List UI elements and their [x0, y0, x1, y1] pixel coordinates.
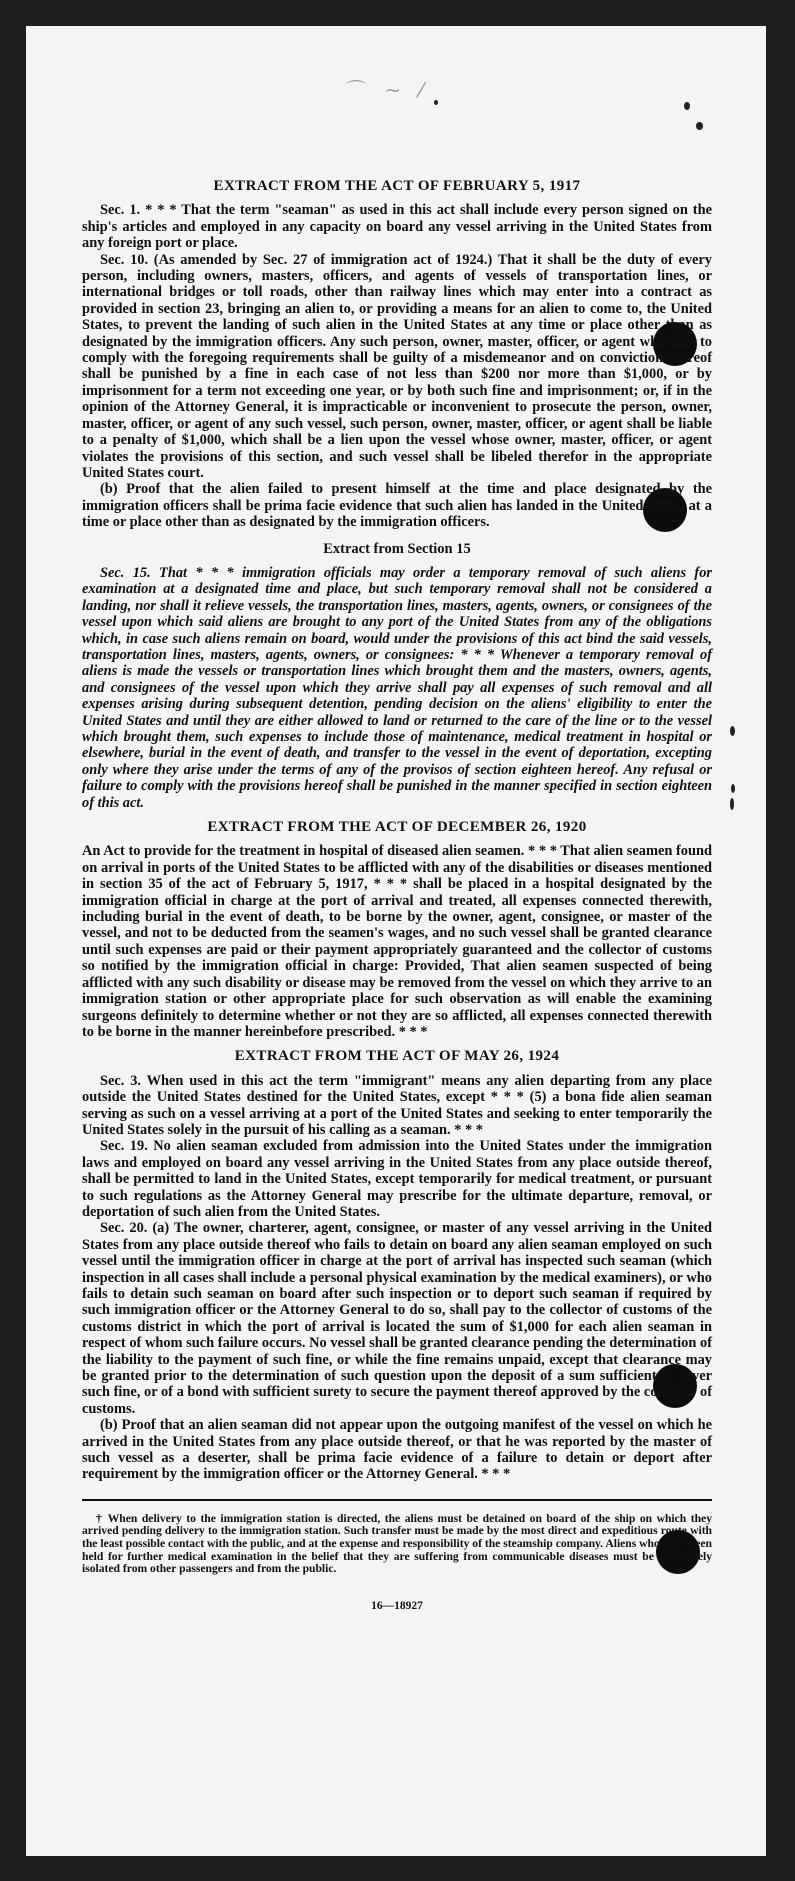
ink-speck — [434, 100, 438, 105]
page-number: 16—18927 — [371, 1599, 423, 1612]
paragraph-act-1920: An Act to provide for the treatment in hospital of diseased alien seamen. * * * That alien seamen found on arrival in ports of the United States to be afflicted with any of the disabilities or diseases mentioned in section 35 of the act of February 5, 1917, * * * shall be placed in a hospital designated by the immigration official in charge at the port of arrival and treated, all expenses connected therewith, including burial in the event of death, to be borne by the owner, agent, consignee, or master of the vessel, and not to be deducted from the seamen's wages, and no such vessel shall be granted clearance until such expenses are paid or their payment appropriately guaranteed and the collector of customs so notified by the immigration official in charge: Provided, That alien seamen suspected of being afflicted with any such disability or disease may be removed from the vessel on which they arrive to an immigration station or other appropriate place for such observation as will enable the examining surgeons definitely to determine whether or not they are so afflicted, all expenses connected therewith to be borne in the manner hereinbefore prescribed. * * * — [82, 843, 712, 1040]
paragraph-sec-20-a: Sec. 20. (a) The owner, charterer, agent, consignee, or master of any vessel arriving in the United States from any place outside thereof who fails to detain on board any alien seaman employed on such vessel until the immigration officer in charge at the port of arrival has inspected such seaman (which inspection in all cases shall include a personal physical examination by the medical examiners), or who fails to detain such seaman on board after such inspection or to deport such seaman if required by such immigration officer or the Attorney General to do so, shall pay to the collector of customs of the customs district in which the port of arrival is located the sum of $1,000 for each alien seaman in respect of whom such failure occurs. No vessel shall be granted clearance pending the determination of the liability to the payment of such fine, or while the fine remains unpaid, except that clearance may be granted prior to the determination of such question upon the deposit of a sum sufficient to cover such fine, or of a bond with sufficient surety to secure the payment thereof approved by the collector of customs. — [82, 1220, 712, 1417]
document-page — [26, 26, 766, 1856]
section-heading-1917: EXTRACT FROM THE ACT OF FEBRUARY 5, 1917 — [213, 178, 581, 194]
paragraph-sec-3: Sec. 3. When used in this act the term "immigrant" means any alien departing from any place outside the United States destined for the United States, except * * * (5) a bona fide alien seaman serving as such on a vessel arriving at a port of the United States and seeking to enter temporarily the United States solely in the pursuit of his calling as a seaman. * * * — [82, 1072, 712, 1138]
paragraph-sec-10-b: (b) Proof that the alien failed to present himself at the time and place designated by the immigration officers shall be prima facie evidence that such alien has landed in the United States at a time or place other than as designated by the immigration officers. — [82, 481, 712, 531]
paragraph-sec-10: Sec. 10. (As amended by Sec. 27 of immigration act of 1924.) That it shall be the duty of every person, including owners, masters, officers, and agents of vessels of transportation lines, or international bridges or toll roads, other than railway lines which may enter into a contract as provided in section 23, bringing an alien to, or providing a means for an alien to come to, the United States, to prevent the landing of such alien in the United States at any time or place other than as designated by the immigration officers. Any such person, owner, master, officer, or agent who fails to comply with the foregoing requirements shall be guilty of a misdemeanor and on conviction thereof shall be punished by a fine in each case of not less than $200 nor more than $1,000, or by imprisonment for a term not exceeding one year, or by both such fine and imprisonment; or, if in the opinion of the Attorney General, it is impracticable or inconvenient to prosecute the person, owner, master, officer, or agent of any such vessel, such person, owner, master, officer, or agent shall be liable to a penalty of $1,000, which shall be a lien upon the vessel whose owner, master, officer, or agent violates the provisions of this section, and such vessel shall be libeled therefor in the appropriate United States court. — [82, 251, 712, 481]
ink-speck — [730, 798, 734, 810]
paragraph-sec-1: Sec. 1. * * * That the term "seaman" as used in this act shall include every person signed on the ship's articles and employed in any capacity on board any vessel arriving in the United States from any foreign port or place. — [82, 202, 712, 252]
paragraph-sec-20-b: (b) Proof that an alien seaman did not appear upon the outgoing manifest of the vessel on which he arrived in the United States from any place outside thereof, or that he was reported by the master of such vessel as a deserter, shall be prima facie evidence of a failure to detain or deport after requirement by the immigration officer or the Attorney General. * * * — [82, 1417, 712, 1483]
paragraph-sec-15: Sec. 15. That * * * immigration officials may order a temporary removal of such aliens for examination at a designated time and place, but such temporary removal shall not be considered a landing, nor shall it relieve vessels, the transportation lines, masters, agents, owners, or consignees of the vessel upon which said aliens are brought to any port of the United States from any of the obligations which, in case such aliens remain on board, would under the provisions of this act bind the said vessels, transportation lines, masters, agents, owners, or consignees: * * * Whenever a temporary removal of aliens is made the vessels or transportation lines which brought them and the masters, owners, agents, and consignees of the vessel upon which they arrive shall pay all expenses of such removal and all expenses arising during subsequent detention, pending decision on the aliens' eligibility to enter the United States and until they are either allowed to land or returned to the care of the line or to the vessel which brought them, such expenses to include those of maintenance, medical treatment in hospital or elsewhere, burial in the event of death, and transfer to the vessel in the event of deportation, excepting only where they arise under the terms of any of the provisos of section eighteen hereof. Any refusal or failure to comply with the provisions hereof shall be punished in the manner specified in section eighteen of this act. — [82, 564, 712, 811]
faint-pencil-marks: ⌒ ~ ⁄ — [346, 78, 429, 102]
ink-speck — [696, 122, 703, 130]
document-body — [82, 178, 712, 1614]
section-heading-1920: EXTRACT FROM THE ACT OF DECEMBER 26, 1920 — [207, 819, 587, 836]
footnote-divider — [82, 1499, 712, 1501]
subheading-section-15: Extract from Section 15 — [323, 540, 471, 557]
ink-speck — [730, 726, 735, 736]
section-heading-1924: EXTRACT FROM THE ACT OF MAY 26, 1924 — [234, 1048, 560, 1065]
ink-speck — [731, 784, 735, 793]
paragraph-sec-19: Sec. 19. No alien seaman excluded from admission into the United States under the immigration laws and employed on board any vessel arriving in the United States from any place outside thereof, shall be permitted to land in the United States, except temporarily for medical treatment, or pursuant to such regulations as the Attorney General may prescribe for the ultimate departure, removal, or deportation of such alien from the United States. — [82, 1138, 712, 1220]
ink-speck — [684, 102, 690, 110]
footnote: † When delivery to the immigration station is directed, the aliens must be detained on board of the ship on which they arrived pending delivery to the immigration station. Such transfer must be made by the most direct and expeditious route with the least possible contact with the public, and at the expense and responsibility of the steamship company. Aliens who have been held for further medical examination in the belief that they are suffering from communicable diseases must be completely isolated from other passengers and from the public. — [82, 1511, 712, 1576]
